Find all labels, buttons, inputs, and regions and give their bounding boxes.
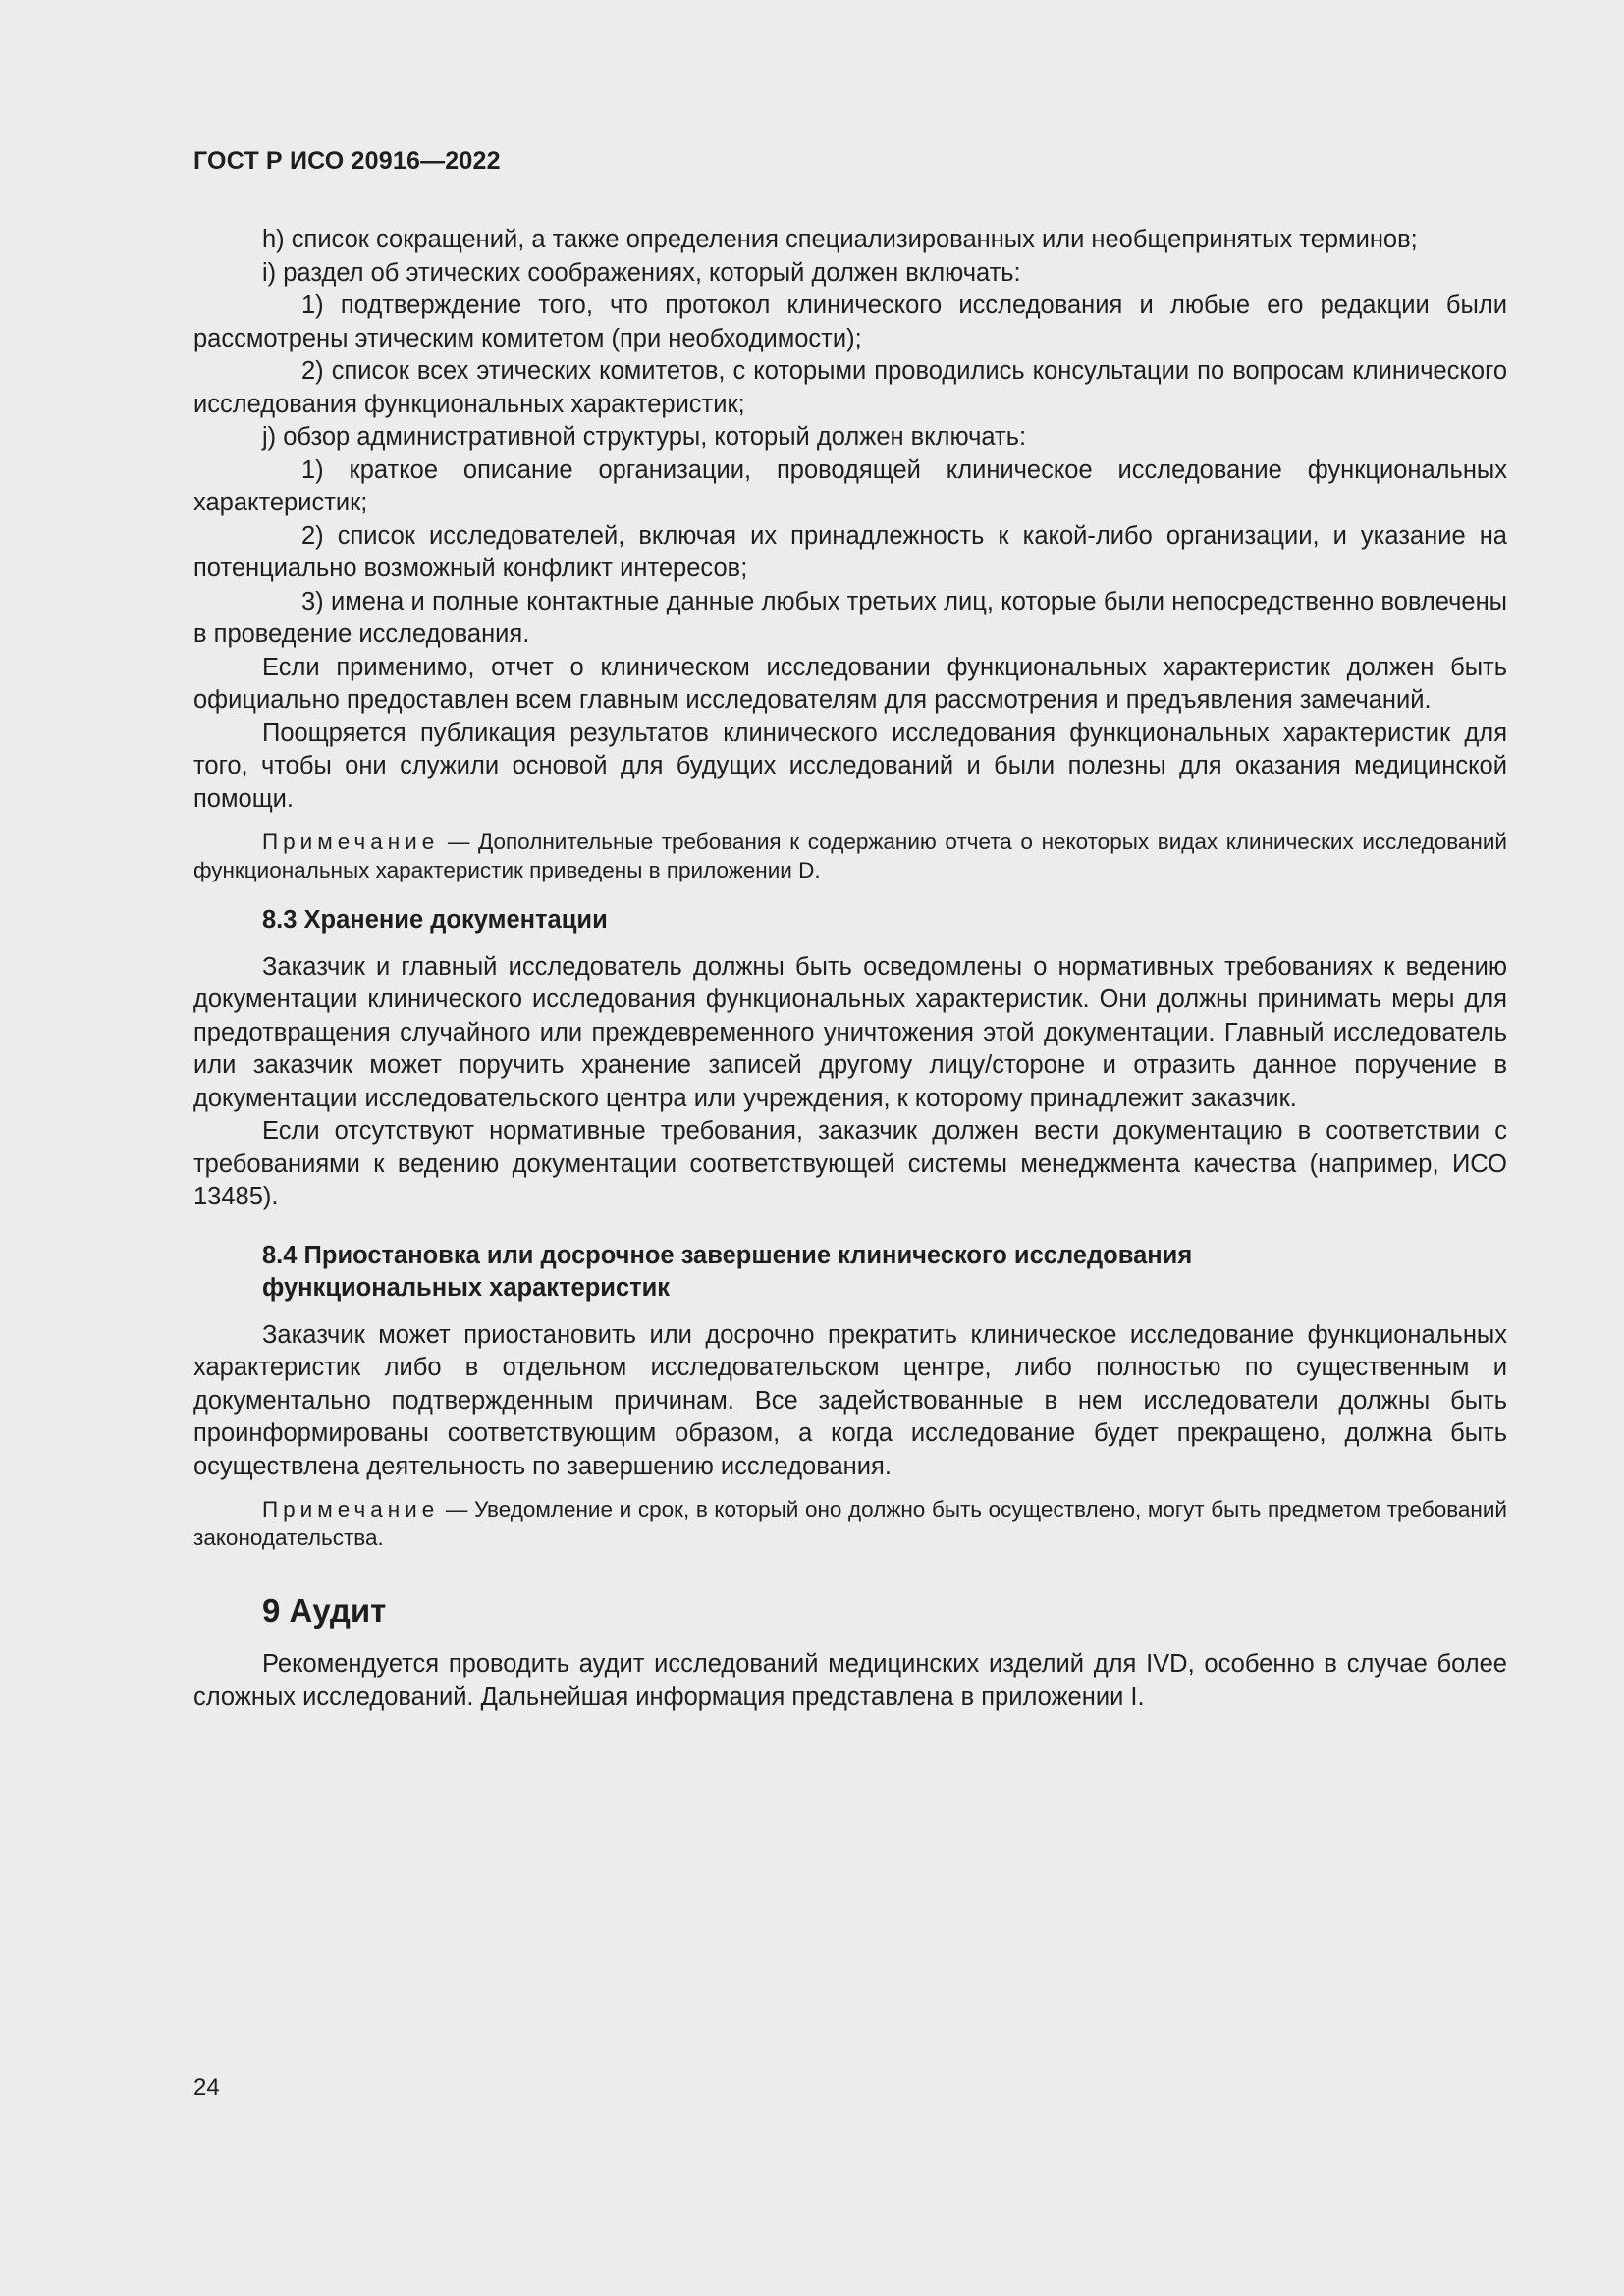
paragraph-if-applicable: Если применимо, отчет о клиническом исследовании функциональных характеристик должен быть официально предоставлен всем главным исследователям для рассмотрения и предъявления замечаний. xyxy=(193,653,1507,714)
document-body xyxy=(193,224,1507,1714)
list-item-h: h) список сокращений, а также определения специализированных или необщепринятых терминов; xyxy=(262,226,1418,253)
document-id-header: ГОСТ Р ИСО 20916—2022 xyxy=(193,147,501,175)
list-item-i-1: 1) подтверждение того, что протокол клинического исследования и любые его редакции были рассмотрены этическим комитетом (при необходимости); xyxy=(193,292,1507,352)
paragraph-8-4-1: Заказчик может приостановить или досрочно прекратить клиническое исследование функциональных характеристик либо в отдельном исследовательском центре, либо полностью по существенным и документально подтвержденным причинам. Все задействованные в нем исследователи должны быть проинформированы соответствующим образом, а когда исследование будет прекращено, должна быть осуществлена деятельность по завершению исследования. xyxy=(193,1320,1507,1480)
note-1-label: Примечание xyxy=(262,829,440,854)
paragraph-publication: Поощряется публикация результатов клинического исследования функциональных характеристик для того, чтобы они служили основой для будущих исследований и были полезны для оказания медицинской помощи. xyxy=(193,719,1507,813)
section-8-4-heading-line2: функциональных характеристик xyxy=(262,1274,671,1302)
list-item-j: j) обзор административной структуры, который должен включать: xyxy=(262,423,1027,451)
note-1 xyxy=(193,828,1507,884)
section-8-3-heading: 8.3 Хранение документации xyxy=(262,906,608,934)
paragraph-9-1: Рекомендуется проводить аудит исследований медицинских изделий для IVD, особенно в случае более сложных исследований. Дальнейшая информация представлена в приложении I. xyxy=(193,1650,1507,1711)
note-2-text: — Уведомление и срок, в который оно должно быть осуществлено, могут быть предметом требований законодательства. xyxy=(193,1497,1507,1550)
list-item-j-1: 1) краткое описание организации, проводящей клиническое исследование функциональных характеристик; xyxy=(193,455,1507,516)
list-item-j-2: 2) список исследователей, включая их принадлежность к какой-либо организации, и указание на потенциально возможный конфликт интересов; xyxy=(193,521,1507,582)
list-item-i: i) раздел об этических соображениях, который должен включать: xyxy=(262,258,1021,287)
page-number: 24 xyxy=(193,2074,220,2101)
paragraph-8-3-2: Если отсутствуют нормативные требования, заказчик должен вести документацию в соответствии с требованиями к ведению документации соответствующей системы менеджмента качества (например, ИСО 13485). xyxy=(193,1117,1507,1210)
note-2-label: Примечание xyxy=(262,1497,440,1522)
section-9-heading: 9 Аудит xyxy=(262,1592,387,1629)
section-8-4-heading-line1: 8.4 Приостановка или досрочное завершение клинического исследования xyxy=(262,1241,1193,1269)
note-2 xyxy=(193,1495,1507,1552)
note-1-text: — Дополнительные требования к содержанию отчета о некоторых видах клинических исследований функциональных характеристик приведены в приложении D. xyxy=(193,829,1507,882)
paragraph-8-3-1: Заказчик и главный исследователь должны быть осведомлены о нормативных требованиях к ведению документации клинического исследования функциональных характеристик. Они должны принимать меры для предотвращения случайного или преждевременного уничтожения этой документации. Главный исследователь или заказчик может поручить хранение записей другому лицу/стороне и отразить данное поручение в документации исследовательского центра или учреждения, к которому принадлежит заказчик. xyxy=(193,952,1507,1112)
list-item-j-3: 3) имена и полные контактные данные любых третьих лиц, которые были непосредственно вовлечены в проведение исследования. xyxy=(193,587,1507,648)
list-item-i-2: 2) список всех этических комитетов, с которыми проводились консультации по вопросам клинического исследования функциональных характеристик; xyxy=(193,357,1507,418)
section-8-4-heading xyxy=(193,1240,1507,1306)
